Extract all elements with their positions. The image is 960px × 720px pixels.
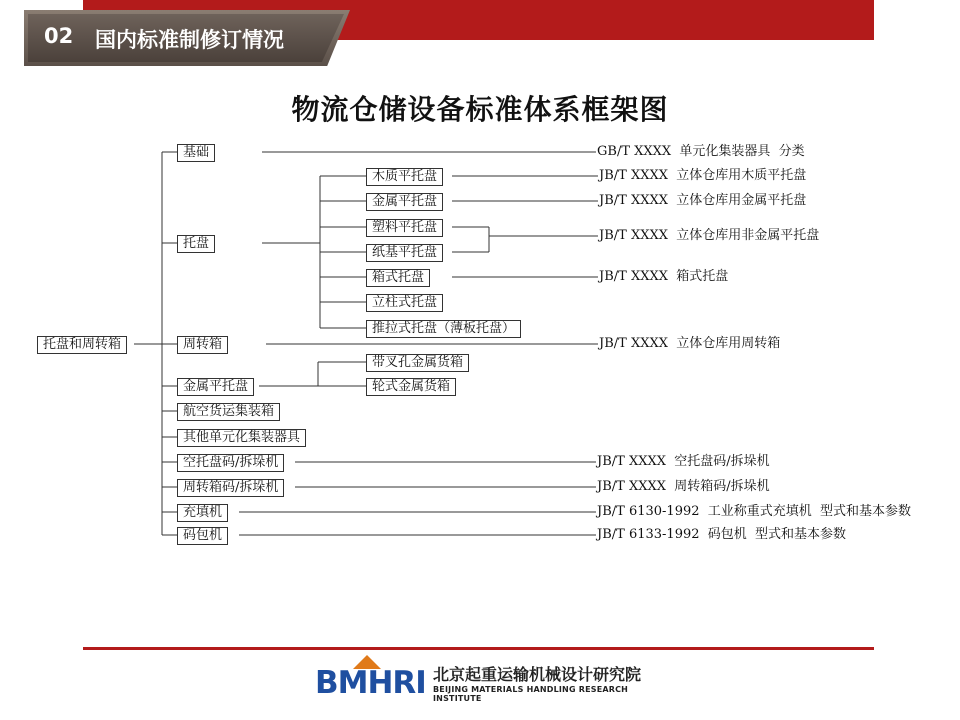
node-filling-machine: 充填机 [177, 504, 228, 522]
node-box-pallet: 箱式托盘 [366, 269, 430, 287]
page-title: 物流仓储设备标准体系框架图 [291, 93, 669, 126]
node-paper-pallet: 纸基平托盘 [366, 244, 443, 262]
footer-divider [83, 647, 874, 650]
node-other-unit-carriers: 其他单元化集装器具 [177, 429, 306, 447]
standard-label: JB/T XXXX 立体仓库用木质平托盘 [599, 168, 807, 183]
node-box-stacker: 周转箱码/拆垛机 [177, 479, 284, 497]
node-pallet: 托盘 [177, 235, 215, 253]
standard-label: JB/T 6130-1992 工业称重式充填机 型式和基本参数 [597, 504, 912, 519]
logo-wordmark: BMHRI [315, 665, 426, 699]
node-plastic-pallet: 塑料平托盘 [366, 219, 443, 237]
standard-label: JB/T XXXX 周转箱码/拆垛机 [597, 479, 770, 494]
standard-label: GB/T XXXX 单元化集装器具 分类 [597, 144, 805, 159]
org-name-en: BEIJING MATERIALS HANDLING RESEARCH INSTITUTE [433, 685, 629, 703]
section-title: 国内标准制修订情况 [95, 28, 284, 52]
section-number: 02 [44, 24, 74, 48]
node-bagging-machine: 码包机 [177, 527, 228, 545]
standard-label: JB/T XXXX 箱式托盘 [599, 269, 729, 284]
node-post-pallet: 立柱式托盘 [366, 294, 443, 312]
org-name-cn: 北京起重运输机械设计研究院 [433, 665, 642, 684]
node-metal-flat-pallet: 金属平托盘 [366, 193, 443, 211]
standard-label: JB/T XXXX 立体仓库用金属平托盘 [599, 193, 807, 208]
standard-label: JB/T 6133-1992 码包机 型式和基本参数 [597, 527, 847, 542]
node-basic: 基础 [177, 144, 215, 162]
node-wheeled-metal-cage: 轮式金属货箱 [366, 378, 456, 396]
node-metal-pallet: 金属平托盘 [177, 378, 254, 396]
node-pallet-stacker: 空托盘码/拆垛机 [177, 454, 284, 472]
node-slip-sheet-pallet: 推拉式托盘（薄板托盘） [366, 320, 521, 338]
standard-label: JB/T XXXX 立体仓库用周转箱 [599, 336, 781, 351]
node-air-cargo-container: 航空货运集装箱 [177, 403, 280, 421]
node-turnover-box: 周转箱 [177, 336, 228, 354]
node-wood-pallet: 木质平托盘 [366, 168, 443, 186]
bmhri-logo-icon [313, 655, 428, 699]
node-forked-metal-cage: 带叉孔金属货箱 [366, 354, 469, 372]
root-node: 托盘和周转箱 [37, 336, 127, 354]
standard-label: JB/T XXXX 空托盘码/拆垛机 [597, 454, 770, 469]
standard-label: JB/T XXXX 立体仓库用非金属平托盘 [599, 228, 820, 243]
institute-logo [313, 655, 663, 703]
